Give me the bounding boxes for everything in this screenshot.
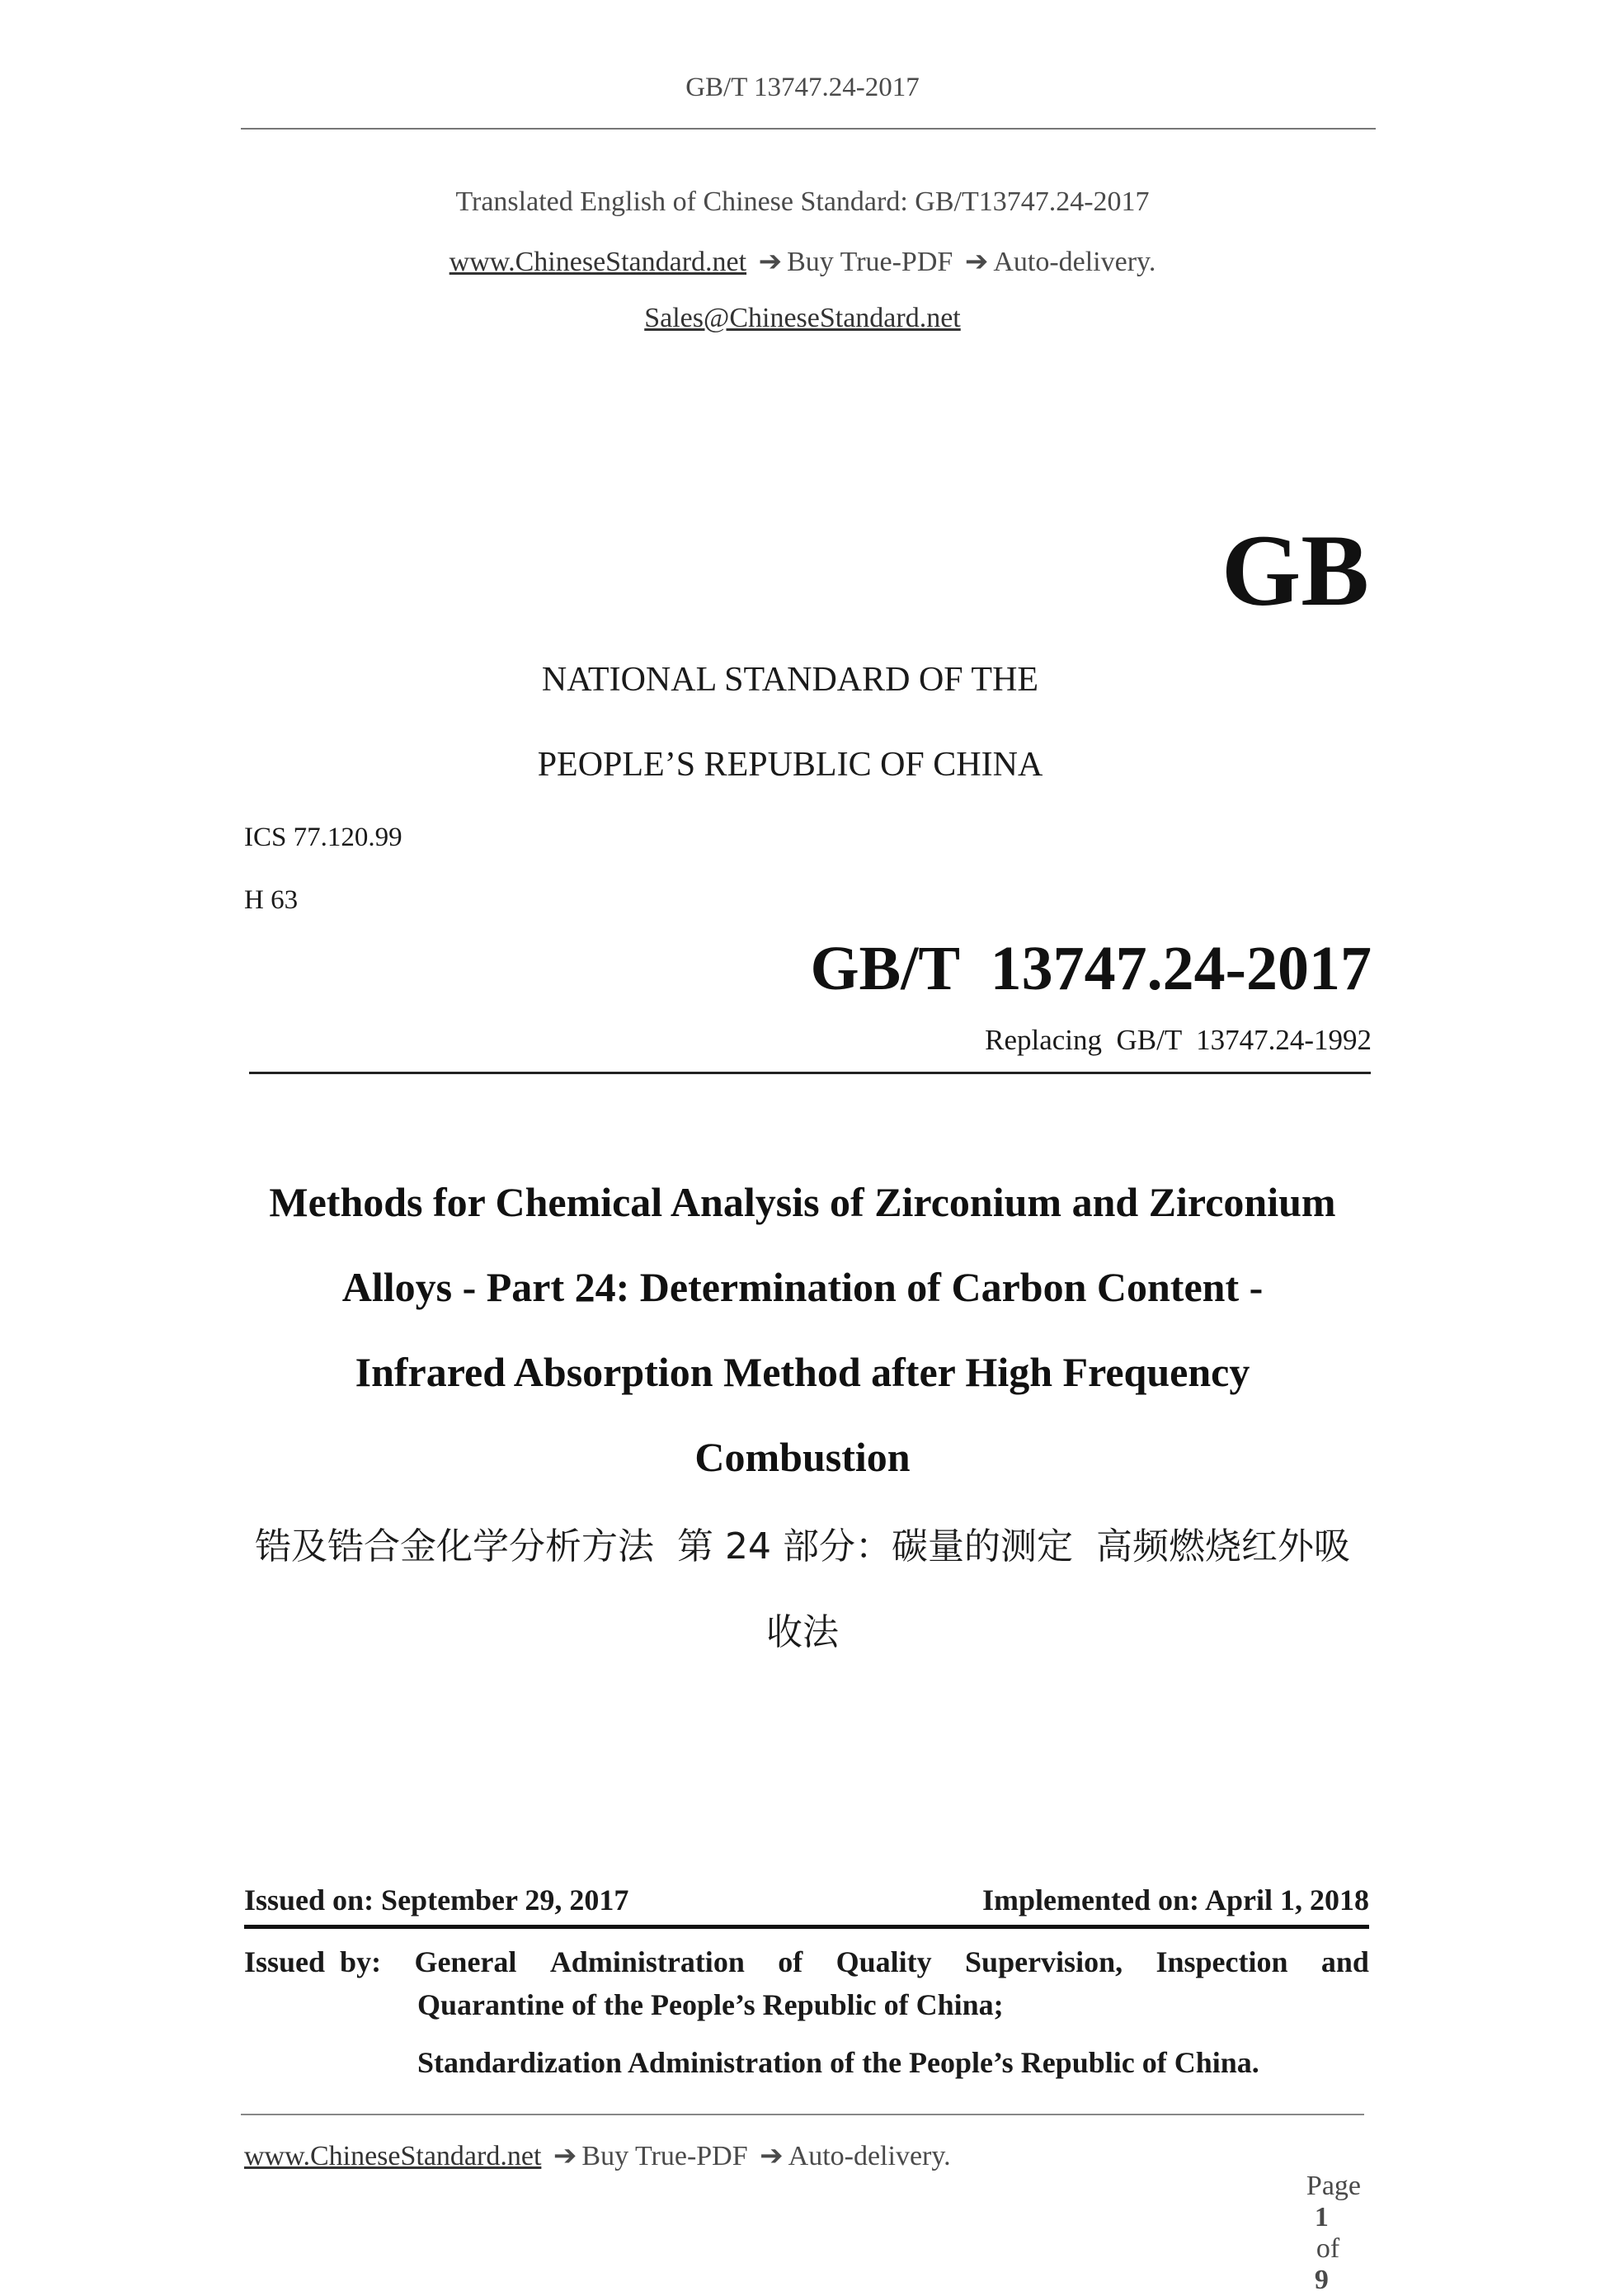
standard-number-rule [249, 1072, 1371, 1074]
page-indicator [1292, 2139, 1361, 2296]
issuer-line-3: Standardization Administration of the People’s Republic of China. [417, 2046, 1259, 2079]
ccs-code: H 63 [244, 885, 299, 915]
page-total: 9 [1314, 2265, 1329, 2295]
title-line-4: Combustion [694, 1434, 911, 1480]
issuer-word: Quality [835, 1945, 932, 1978]
auto-delivery-text: Auto-delivery. [993, 247, 1156, 277]
page-label: Page [1306, 2171, 1361, 2201]
arrow-icon: ➔ [760, 2141, 784, 2171]
issuer-word: General [414, 1945, 517, 1978]
issuer-word: Supervision, [965, 1945, 1123, 1978]
issuer-block [244, 1940, 1369, 2084]
standard-number: GB/T 13747.24-2017 [810, 934, 1372, 1003]
title-line-2: Alloys - Part 24: Determination of Carbon Content - [341, 1264, 1264, 1310]
email-link[interactable]: Sales@ChineseStandard.net [644, 303, 961, 333]
chinese-title-line-1: 锆及锆合金化学分析方法 第 24 部分：碳量的测定 高频燃烧红外吸 [255, 1525, 1350, 1568]
issuer-word: and [1320, 1945, 1369, 1978]
ics-code: ICS 77.120.99 [244, 823, 402, 852]
issuer-word: Inspection [1156, 1945, 1288, 1978]
footer-site-link[interactable]: www.ChineseStandard.net [244, 2141, 542, 2171]
footer-rule [241, 2114, 1364, 2115]
issuer-label: Issued by: [244, 1945, 382, 1978]
arrow-icon: ➔ [758, 247, 783, 277]
title-line-3: Infrared Absorption Method after High Frequency [355, 1349, 1250, 1395]
of-label: of [1316, 2233, 1340, 2264]
arrow-icon: ➔ [964, 247, 989, 277]
issuer-word: Administration [549, 1945, 745, 1978]
dates-rule [244, 1925, 1369, 1929]
source-links-line [0, 245, 1605, 278]
national-standard-line2: PEOPLE’S REPUBLIC OF CHINA [537, 746, 1043, 784]
footer-delivery-text: Auto-delivery. [788, 2141, 951, 2171]
page-number: 1 [1314, 2202, 1329, 2232]
gb-logo: GB [1221, 514, 1369, 627]
national-standard-line1: NATIONAL STANDARD OF THE [541, 661, 1039, 699]
issued-date: Issued on: September 29, 2017 [244, 1883, 629, 1916]
replacing-note: Replacing GB/T 13747.24-1992 [985, 1024, 1372, 1056]
site-link[interactable]: www.ChineseStandard.net [449, 247, 747, 277]
title-line-1: Methods for Chemical Analysis of Zirconium and Zirconium [269, 1179, 1336, 1225]
chinese-title-line-2: 收法 [766, 1611, 839, 1653]
buy-true-pdf-text: Buy True-PDF [787, 247, 953, 277]
running-header: GB/T 13747.24-2017 [685, 73, 920, 102]
issuer-word: of [778, 1945, 803, 1978]
translated-line: Translated English of Chinese Standard: GB/T13747.24-2017 [455, 186, 1150, 217]
issuer-line-2: Quarantine of the People’s Republic of China; [417, 1988, 1004, 2021]
header-rule [241, 128, 1376, 130]
issuer-line-1 [244, 1940, 1369, 1983]
footer-buy-text: Buy True-PDF [581, 2141, 748, 2171]
implemented-date: Implemented on: April 1, 2018 [981, 1883, 1369, 1916]
footer-links [244, 2139, 951, 2172]
arrow-icon: ➔ [553, 2141, 577, 2171]
email-line [0, 303, 1605, 334]
